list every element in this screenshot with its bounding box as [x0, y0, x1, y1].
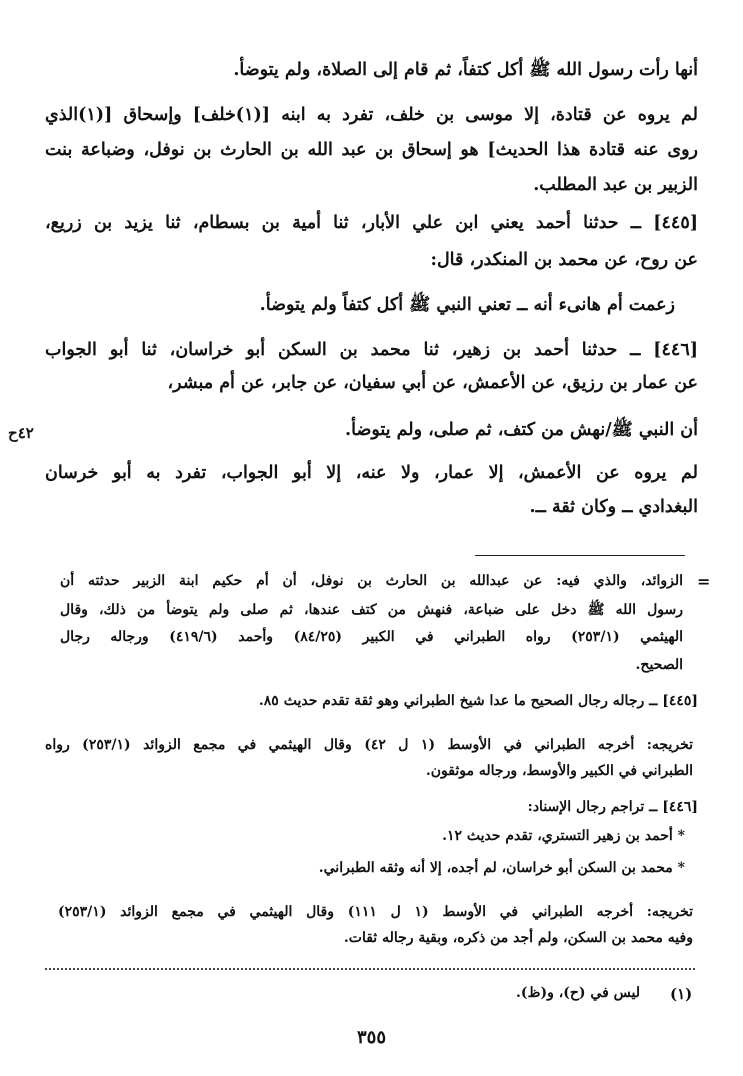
footnote-446-narrator-1: * أحمد بن زهير التستري، تقدم حديث ١٢.: [442, 828, 685, 844]
footnote-446-takhrij-1: تخريجه: أخرجه الطبراني في الأوسط (١ ل ١١١) وقال الهيثمي في مجمع الزوائد (٢٥٣/١): [58, 904, 694, 920]
footnote-445-takhrij-2: الطبراني في الكبير والأوسط، ورجاله موثقون.: [425, 763, 693, 779]
main-line-9: عن عمار بن رزيق، عن الأعمش، عن أبي سفيان، عن جابر، عن أم مبشر،: [167, 373, 698, 393]
main-line-4: الزبير بن عبد المطلب.: [533, 175, 698, 195]
footnote-line-3: الهيثمي (٢٥٣/١) رواه الطبراني في الكبير (٨٤/٢٥) وأحمد (٤١٩/٦) ورجاله رجال: [60, 629, 683, 645]
footnote-445-takhrij-1: تخريجه: أخرجه الطبراني في الأوسط (١ ل ٤٢) وقال الهيثمي في مجمع الزوائد (٢٥٣/١) رواه: [45, 737, 693, 753]
footnote-separator: [475, 555, 685, 556]
footnote-446-takhrij-2: وفيه محمد بن السكن، ولم أجد من ذكره، وبقية رجاله ثقات.: [343, 930, 693, 946]
note-text: ليس في (ح)، و(ظ).: [516, 985, 640, 1001]
main-line-8: [٤٤٦] ــ حدثنا أحمد بن زهير، ثنا محمد بن السكن أبو خراسان، ثنا أبو الجواب: [45, 340, 698, 360]
footnote-line-1: الزوائد، والذي فيه: عن عبدالله بن الحارث بن نوفل، أن أم حكيم ابنة الزبير حدثته أن: [60, 573, 683, 589]
main-line-7: زعمت أم هانىء أنه ــ تعني النبي ﷺ أكل كتفاً ولم يتوضأ.: [259, 295, 675, 315]
footnote-446-narrator-2: * محمد بن السكن أبو خراسان، لم أجده، إلا أنه وثقه الطبراني.: [318, 860, 685, 876]
main-line-10: أن النبي ﷺ/نهش من كتف، ثم صلى، ولم يتوضأ.: [345, 420, 698, 440]
main-line-12: البغدادي ــ وكان ثقة ــ.: [529, 497, 698, 517]
main-line-2: لم يروه عن قتادة، إلا موسى بن خلف، تفرد به ابنه [(١)خلف] وإسحاق [(١)الذي: [45, 105, 699, 125]
margin-reference: ٤٢ح: [8, 424, 34, 442]
main-line-1: أنها رأت رسول الله ﷺ أكل كتفاً، ثم قام إلى الصلاة، ولم يتوضأ.: [233, 60, 698, 80]
note-separator: [45, 968, 695, 970]
page-number: ٣٥٥: [356, 1027, 386, 1048]
footnote-line-4: الصحيح.: [635, 657, 683, 673]
note-number: (١): [670, 985, 693, 1003]
continuation-mark: =: [697, 572, 711, 591]
footnote-line-2: رسول الله ﷺ دخل على ضباعة، فنهش من كتف عندها، ثم صلى ولم يتوضأ من ذلك، وقال: [60, 602, 683, 618]
main-line-6: عن روح، عن محمد بن المنكدر، قال:: [430, 250, 698, 270]
footnote-446-heading: [٤٤٦] ــ تراجم رجال الإسناد:: [527, 799, 698, 815]
main-line-3: روى عنه قتادة هذا الحديث] هو إسحاق بن عبد الله بن الحارث بن نوفل، وضباعة بنت: [45, 140, 698, 160]
footnote-445-narrators: [٤٤٥] ــ رجاله رجال الصحيح ما عدا شيخ الطبراني وهو ثقة تقدم حديث ٨٥.: [258, 693, 698, 709]
main-line-5: [٤٤٥] ــ حدثنا أحمد يعني ابن علي الأبار، ثنا أمية بن بسطام، ثنا يزيد بن زريع،: [45, 213, 698, 233]
main-line-11: لم يروه عن الأعمش، إلا عمار، ولا عنه، إلا أبو الجواب، تفرد به أبو خرسان: [45, 463, 698, 483]
